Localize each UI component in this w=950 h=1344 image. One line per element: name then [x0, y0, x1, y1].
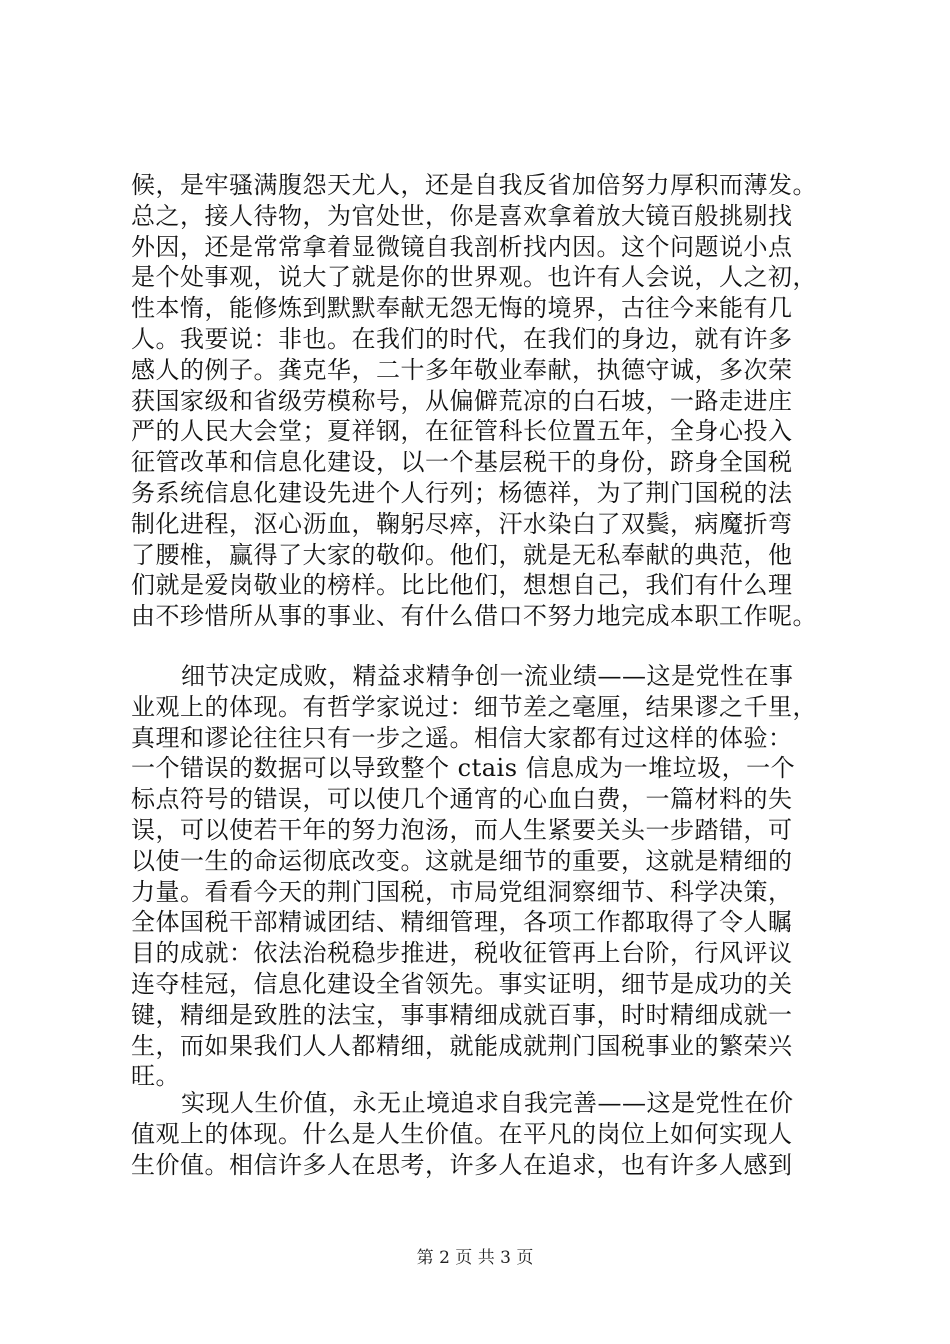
- text-line: 旺。: [131, 1062, 180, 1091]
- text-line: 总之，接人待物，为官处世，你是喜欢拿着放大镜百般挑剔找: [131, 201, 793, 230]
- text-line: 是个处事观，说大了就是你的世界观。也许有人会说，人之初，: [131, 263, 817, 292]
- paragraph-3: [131, 1088, 831, 1180]
- text-line: 值观上的体现。什么是人生价值。在平凡的岗位上如何实现人: [131, 1119, 793, 1148]
- text-line: 外因，还是常常拿着显微镜自我剖析找内因。这个问题说小点: [131, 232, 793, 261]
- text-line: 严的人民大会堂；夏祥钢，在征管科长位置五年，全身心投入: [131, 417, 793, 446]
- text-line: 键，精细是致胜的法宝，事事精细成就百事，时时精细成就一: [131, 1000, 793, 1029]
- text-line: 感人的例子。龚克华，二十多年敬业奉献，执德守诚，多次荣: [131, 355, 793, 384]
- text-line: 性本惰，能修炼到默默奉献无怨无悔的境界，古往今来能有几: [131, 294, 793, 323]
- text-line: 真理和谬论往往只有一步之遥。相信大家都有过这样的体验：: [131, 723, 793, 752]
- text-line: 目的成就：依法治税稳步推进，税收征管再上台阶，行风评议: [131, 939, 793, 968]
- text-line: 误，可以使若干年的努力泡汤，而人生紧要关头一步踏错，可: [131, 815, 793, 844]
- text-line: 实现人生价值，永无止境追求自我完善——这是党性在价: [181, 1089, 794, 1117]
- page-number-footer: 第 2 页 共 3 页: [416, 1248, 534, 1268]
- text-line: 人。我要说：非也。在我们的时代，在我们的身边，就有许多: [131, 324, 793, 353]
- paragraph-1: [131, 170, 831, 632]
- text-line: 以使一生的命运彻底改变。这就是细节的重要，这就是精细的: [131, 846, 793, 875]
- text-line: 生，而如果我们人人都精细，就能成就荆门国税事业的繁荣兴: [131, 1031, 793, 1060]
- text-line: 一个错误的数据可以导致整个 ctais 信息成为一堆垃圾，一个: [131, 754, 796, 783]
- text-line: 们就是爱岗敬业的榜样。比比他们，想想自己，我们有什么理: [131, 571, 793, 600]
- text-line: 力量。看看今天的荆门国税，市局党组洞察细节、科学决策，: [131, 877, 793, 906]
- text-line: 征管改革和信息化建设，以一个基层税干的身份，跻身全国税: [131, 448, 793, 477]
- text-line: 连夺桂冠，信息化建设全省领先。事实证明，细节是成功的关: [131, 969, 793, 998]
- text-line: 全体国税干部精诚团结、精细管理，各项工作都取得了令人瞩: [131, 908, 793, 937]
- text-line: 获国家级和省级劳模称号，从偏僻荒凉的白石坡，一路走进庄: [131, 386, 793, 415]
- text-line: 候，是牢骚满腹怨天尤人，还是自我反省加倍努力厚积而薄发。: [131, 171, 817, 199]
- text-line: 由不珍惜所从事的事业、有什么借口不努力地完成本职工作呢。: [131, 602, 817, 631]
- text-line: 务系统信息化建设先进个人行列；杨德祥，为了荆门国税的法: [131, 478, 793, 507]
- text-line: 了腰椎，赢得了大家的敬仰。他们，就是无私奉献的典范，他: [131, 540, 793, 569]
- text-line: 细节决定成败，精益求精争创一流业绩——这是党性在事: [181, 662, 794, 690]
- text-line: 生价值。相信许多人在思考，许多人在追求，也有许多人感到: [131, 1150, 793, 1179]
- text-line: 业观上的体现。有哲学家说过：细节差之毫厘，结果谬之千里，: [131, 692, 817, 721]
- paragraph-2: [131, 661, 831, 1092]
- text-line: 制化进程，沤心沥血，鞠躬尽瘁，汗水染白了双鬓，病魔折弯: [131, 509, 793, 538]
- text-line: 标点符号的错误，可以使几个通宵的心血白费，一篇材料的失: [131, 785, 793, 814]
